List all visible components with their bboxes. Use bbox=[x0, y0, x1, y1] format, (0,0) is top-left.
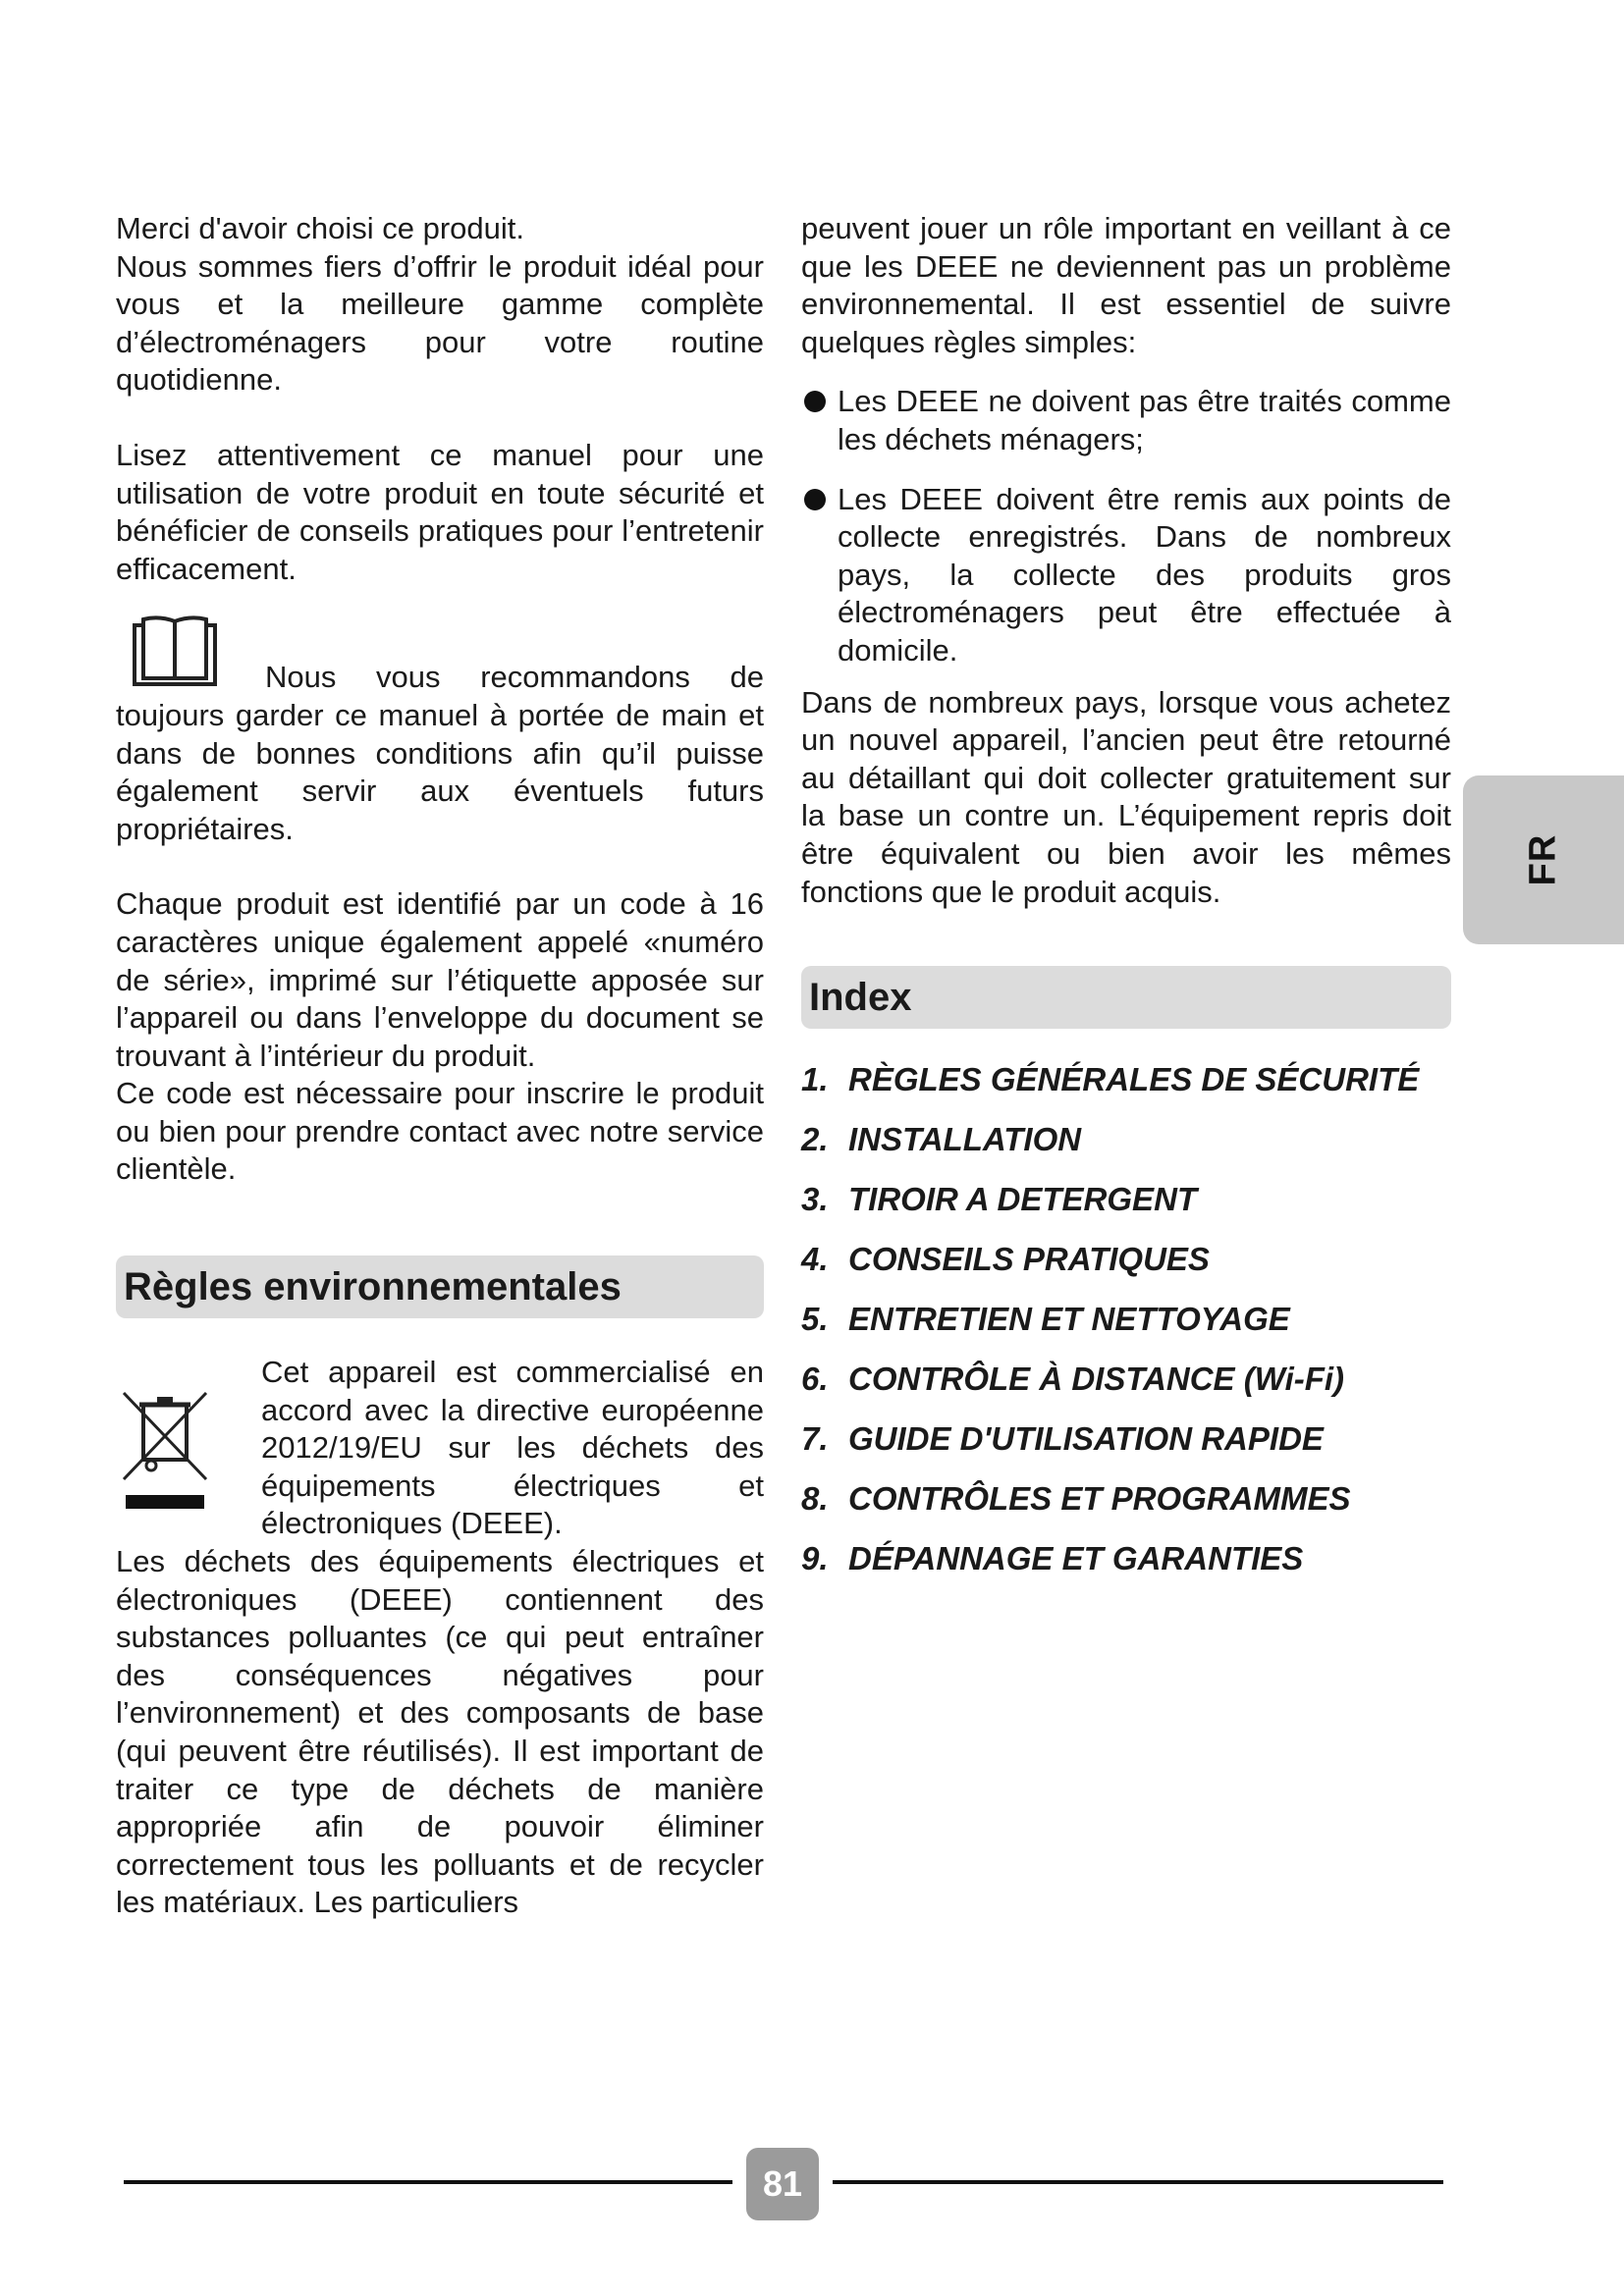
index-list bbox=[801, 1050, 1451, 1589]
bullet-icon bbox=[804, 489, 826, 510]
crossed-out-wheelie-bin-icon bbox=[116, 1373, 214, 1511]
serial-number-paragraph: Chaque produit est identifié par un code à 16 caractères unique également appelé «numéro de série», imprimé sur l’étiquette apposée sur l’appareil ou dans l’enveloppe du document se trouvant à l’intérieur du produit. bbox=[116, 886, 764, 1073]
language-tab-label: FR bbox=[1522, 833, 1564, 886]
index-item[interactable]: 6. CONTRÔLE À DISTANCE (Wi-Fi) bbox=[801, 1361, 1345, 1398]
weee-block bbox=[116, 1354, 764, 1543]
index-item[interactable]: 5. ENTRETIEN ET NETTOYAGE bbox=[801, 1301, 1290, 1338]
footer-rule-right bbox=[833, 2180, 1443, 2184]
weee-pollutants-paragraph: Les déchets des équipements électriques et électroniques (DEEE) contiennent des substances polluantes (ce qui peut entraîner des conséquences négatives pour l’environnement) et des composants de base (qui peuvent être réutilisés). Il est important de traiter ce type de déchets de manière appropriée afin de pouvoir éliminer correctement tous les polluants et de recycler les matériaux. Les particuliers bbox=[116, 1544, 764, 1920]
book-icon bbox=[132, 614, 218, 688]
index-item[interactable]: 8. CONTRÔLES ET PROGRAMMES bbox=[801, 1480, 1351, 1518]
right-column bbox=[801, 210, 1451, 1589]
index-item[interactable]: 3. TIROIR A DETERGENT bbox=[801, 1181, 1198, 1218]
intro-thanks: Merci d'avoir choisi ce produit. bbox=[116, 211, 524, 245]
section-title-index: Index bbox=[801, 966, 1451, 1029]
language-tab bbox=[1463, 775, 1624, 944]
retailer-return-paragraph: Dans de nombreux pays, lorsque vous achetez un nouvel appareil, l’ancien peut être retourné au détaillant qui doit collecter gratuitement sur la base un contre un. L’équipement repris doit être équivalent ou bien avoir les mêmes fonctions que le produit acquis. bbox=[801, 684, 1451, 909]
keep-manual-paragraph: Nous vous recommandons de toujours garder ce manuel à portée de main et dans de bonnes conditions afin qu’il puisse également servir aux éventuels futurs propriétaires. bbox=[116, 660, 764, 846]
list-item: Les DEEE doivent être remis aux points de collecte enregistrés. Dans de nombreux pays, la collecte des produits gros électroménagers peut être effectuée à domicile. bbox=[801, 481, 1451, 670]
index-item[interactable]: 9. DÉPANNAGE ET GARANTIES bbox=[801, 1540, 1304, 1577]
bullet-icon bbox=[804, 391, 826, 412]
left-column bbox=[116, 210, 764, 1922]
serial-code-usage-paragraph: Ce code est nécessaire pour inscrire le produit ou bien pour prendre contact avec notre service clientèle. bbox=[116, 1076, 764, 1187]
section-title-environment: Règles environnementales bbox=[116, 1255, 764, 1318]
weee-rules-intro: peuvent jouer un rôle important en veillant à ce que les DEEE ne deviennent pas un problème environnemental. Il est essentiel de suivre quelques règles simples: bbox=[801, 211, 1451, 359]
index-item[interactable]: 1. RÈGLES GÉNÉRALES DE SÉCURITÉ bbox=[801, 1061, 1420, 1098]
footer-rule-left bbox=[124, 2180, 732, 2184]
page-number: 81 bbox=[746, 2148, 819, 2220]
index-item[interactable]: 4. CONSEILS PRATIQUES bbox=[801, 1241, 1210, 1278]
list-item: Les DEEE ne doivent pas être traités comme les déchets ménagers; bbox=[801, 383, 1451, 458]
index-item[interactable]: 2. INSTALLATION bbox=[801, 1121, 1082, 1158]
read-manual-paragraph: Lisez attentivement ce manuel pour une utilisation de votre produit en toute sécurité et bénéficier de conseils pratiques pour l’entretenir efficacement. bbox=[116, 437, 764, 586]
intro-pride: Nous sommes fiers d’offrir le produit idéal pour vous et la meilleure gamme complète d’électroménagers pour votre routine quotidienne. bbox=[116, 248, 764, 398]
weee-directive-text: Cet appareil est commercialisé en accord avec la directive européenne 2012/19/EU sur les déchets des équipements électriques et électroniques (DEEE). bbox=[261, 1355, 764, 1541]
keep-manual-block bbox=[116, 659, 764, 848]
index-item[interactable]: 7. GUIDE D'UTILISATION RAPIDE bbox=[801, 1420, 1324, 1458]
